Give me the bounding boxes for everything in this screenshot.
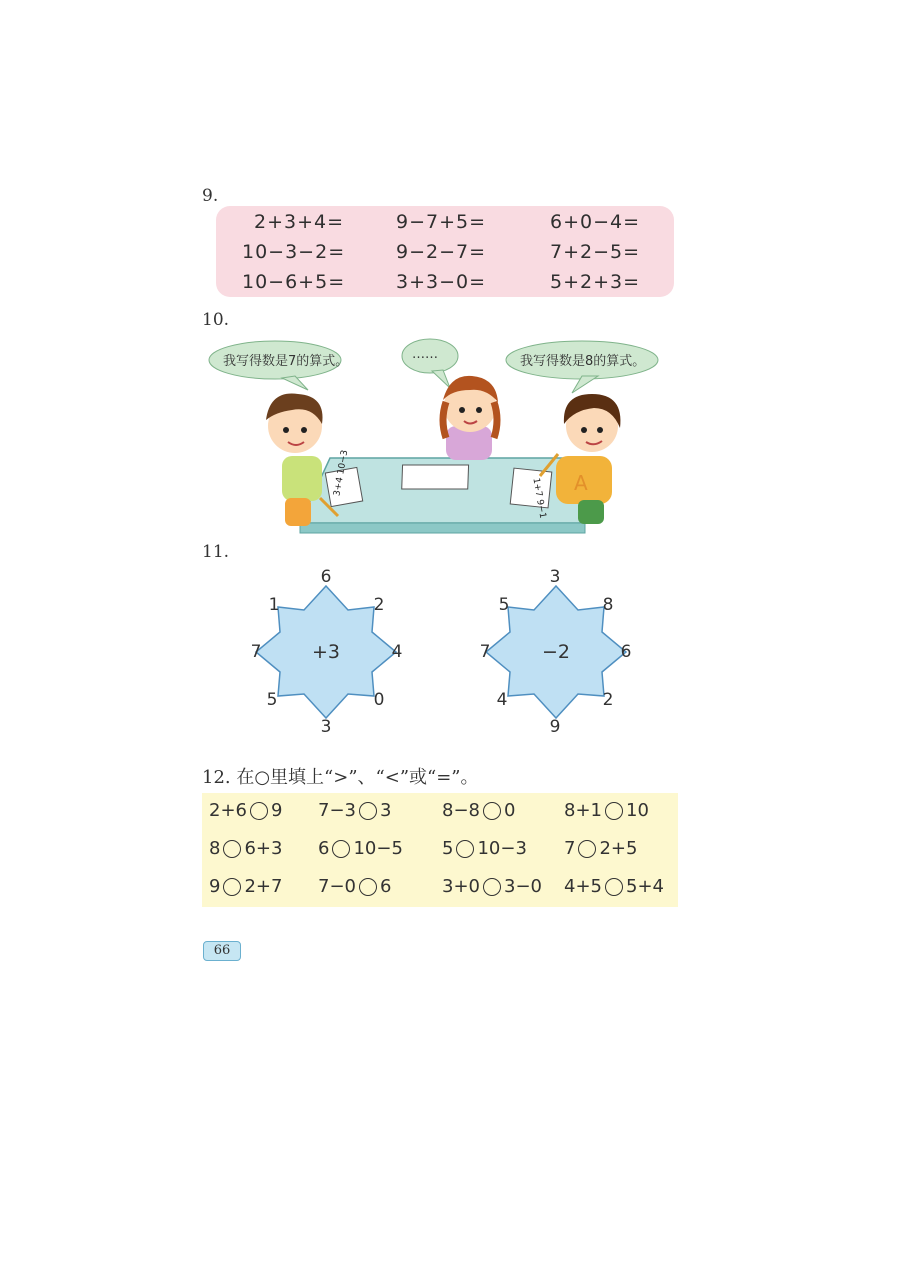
speech-bubble-right	[506, 341, 658, 393]
comparison-item: 8+1 10	[564, 800, 649, 821]
question-10-number: 10.	[202, 310, 230, 330]
star-puzzle-minus	[466, 562, 646, 740]
q12-exercise-box	[202, 793, 678, 907]
comparison-item: 6 10−5	[318, 838, 403, 859]
q9-expression: 10−6+5=	[242, 271, 346, 293]
q9-expression: 2+3+4=	[254, 211, 345, 233]
answer-circle[interactable]	[332, 840, 350, 858]
star-number: 7	[250, 642, 262, 662]
q9-expression: 9−7+5=	[396, 211, 487, 233]
star-number: 6	[320, 567, 332, 587]
comparison-item: 7−3 3	[318, 800, 392, 821]
speech-bubble-middle	[402, 339, 458, 388]
page-number-badge: 66	[203, 941, 241, 961]
star-operator: −2	[541, 641, 571, 663]
speech-bubble-left	[209, 341, 348, 390]
comparison-item: 9 2+7	[209, 876, 283, 897]
answer-circle[interactable]	[578, 840, 596, 858]
comparison-item: 4+5 5+4	[564, 876, 664, 897]
answer-circle[interactable]	[359, 802, 377, 820]
bubble-middle-text: ……	[412, 347, 438, 362]
comparison-item: 3+0 3−0	[442, 876, 542, 897]
star-number: 2	[602, 690, 614, 710]
question-11-number: 11.	[202, 542, 230, 562]
children-at-table-illustration	[200, 338, 670, 538]
q9-exercise-box	[216, 206, 674, 297]
paper-right-text: 1+7 9−1	[530, 477, 548, 520]
comparison-item: 8 6+3	[209, 838, 283, 859]
star-number: 4	[496, 690, 508, 710]
q9-expression: 7+2−5=	[550, 241, 641, 263]
svg-text:A: A	[574, 471, 588, 495]
comparison-item: 5 10−3	[442, 838, 527, 859]
star-puzzle-plus	[236, 562, 416, 740]
comparison-item: 7−0 6	[318, 876, 392, 897]
star-number: 9	[549, 717, 561, 737]
bubble-left-text: 我写得数是7的算式。	[223, 354, 349, 369]
answer-circle[interactable]	[359, 878, 377, 896]
answer-circle[interactable]	[223, 840, 241, 858]
star-number: 4	[391, 642, 403, 662]
comparison-item: 7 2+5	[564, 838, 638, 859]
q9-expression: 3+3−0=	[396, 271, 487, 293]
star-number: 2	[373, 595, 385, 615]
q9-expression: 9−2−7=	[396, 241, 487, 263]
q9-expression: 10−3−2=	[242, 241, 346, 263]
star-number: 3	[549, 567, 561, 587]
answer-circle[interactable]	[605, 802, 623, 820]
answer-circle[interactable]	[456, 840, 474, 858]
star-number: 6	[620, 642, 632, 662]
question-9-number: 9.	[202, 186, 219, 206]
star-number: 3	[320, 717, 332, 737]
bubble-right-text: 我写得数是8的算式。	[520, 354, 646, 369]
star-number: 5	[266, 690, 278, 710]
star-number: 7	[479, 642, 491, 662]
answer-circle[interactable]	[250, 802, 268, 820]
star-number: 8	[602, 595, 614, 615]
answer-circle[interactable]	[605, 878, 623, 896]
answer-circle[interactable]	[223, 878, 241, 896]
star-number: 1	[268, 595, 280, 615]
q9-expression: 6+0−4=	[550, 211, 641, 233]
girl-middle-illustration	[443, 376, 498, 460]
q9-expression: 5+2+3=	[550, 271, 641, 293]
paper-left-text: 3+4 10−3	[332, 449, 351, 497]
question-12-title: 12. 在○里填上“>”、“<”或“=”。	[202, 767, 479, 788]
answer-circle[interactable]	[483, 878, 501, 896]
answer-circle[interactable]	[483, 802, 501, 820]
comparison-item: 8−8 0	[442, 800, 516, 821]
star-operator: +3	[311, 641, 341, 663]
star-number: 0	[373, 690, 385, 710]
star-number: 5	[498, 595, 510, 615]
comparison-item: 2+6 9	[209, 800, 283, 821]
